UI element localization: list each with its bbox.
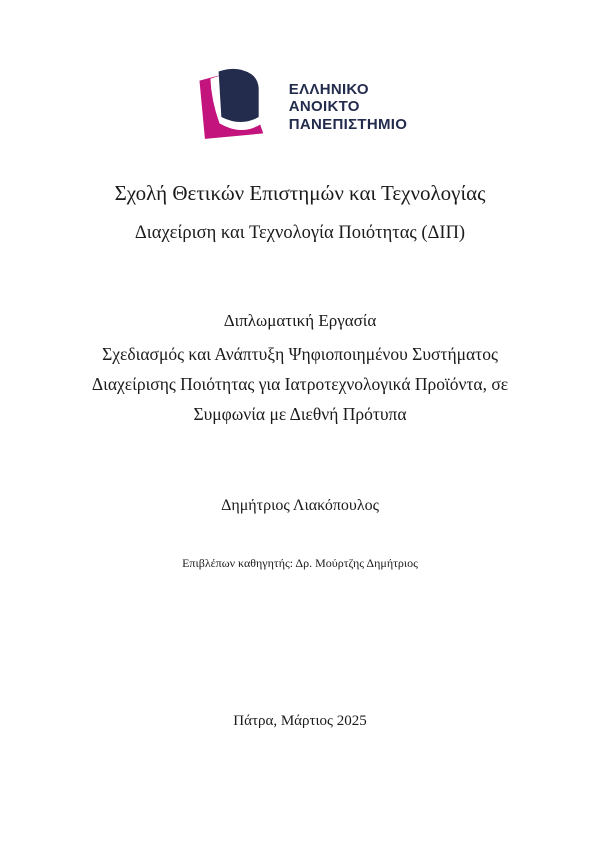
thesis-type-label: Διπλωματική Εργασία (223, 311, 377, 330)
place-date: Πάτρα, Μάρτιος 2025 (233, 713, 367, 729)
open-book-logo-icon (193, 66, 277, 148)
school-title: Σχολή Θετικών Επιστημών και Τεχνολογίας (114, 181, 486, 205)
author-name: Δημήτριος Λιακόπουλος (221, 497, 379, 514)
university-name-line-2: ΑΝΟΙΚΤΟ (288, 98, 360, 116)
university-name-line-3: ΠΑΝΕΠΙΣΤΗΜΙΟ (288, 115, 408, 133)
program-title: Διαχείριση και Τεχνολογία Ποιότητας (ΔΙΠ) (134, 223, 466, 243)
logo-navy-page (218, 69, 258, 122)
university-name (289, 81, 407, 134)
university-logo (0, 66, 600, 148)
supervisor-line: Επιβλέπων καθηγητής: Δρ. Μούρτζης Δημήτριος (182, 556, 418, 570)
university-name-line-1: ΕΛΛΗΝΙΚΟ (288, 80, 369, 98)
thesis-title: Σχεδιασμός και Ανάπτυξη Ψηφιοποιημένου Συστήματος Διαχείρισης Ποιότητας για Ιατροτεχνολογικά Προϊόντα, σε Συμφωνία με Διεθνή Πρότυπα (91, 344, 509, 424)
